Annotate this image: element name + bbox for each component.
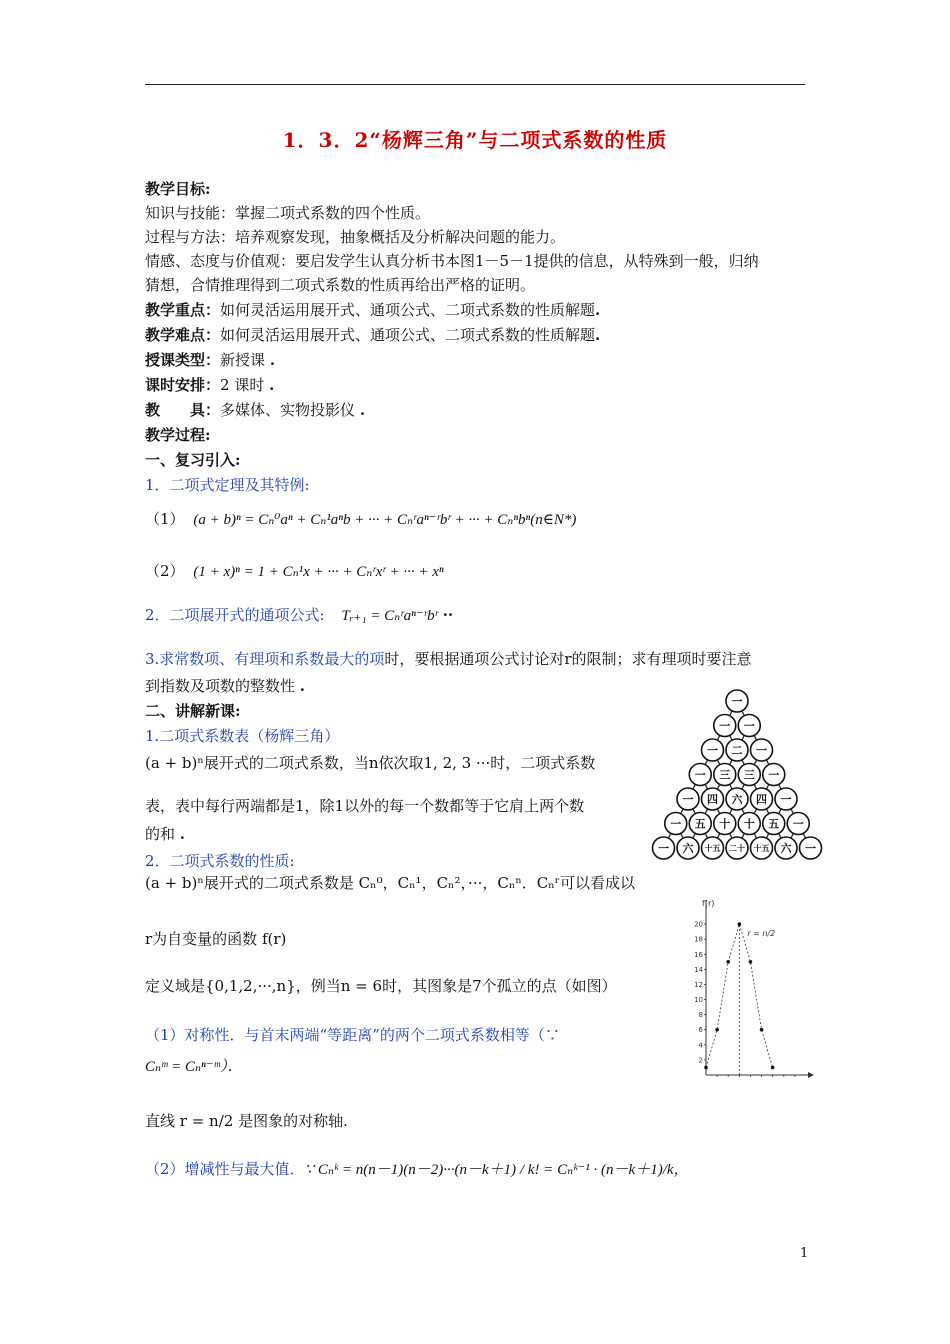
data-point [749,960,753,964]
page-title: 1．3．2“杨辉三角”与二项式系数的性质 [282,128,668,152]
triangle-node-label: 一 [670,817,682,831]
triangle-node-label: 一 [707,743,718,757]
triangle-node-label: 一 [756,743,767,757]
triangle-node-label: 五 [768,817,780,831]
triangle-node-label: 四 [707,792,718,806]
keypoint-label: 教学重点： [145,301,221,319]
formula-1-line [145,508,576,531]
triangle-node-label: 一 [731,694,743,708]
schedule-label: 课时安排： [145,376,221,394]
review-item-3-rest: 时，要根据通项公式讨论对r的限制；求有理项时要注意 [384,650,752,668]
schedule-text: 2 课时 [220,376,265,394]
review-item-3 [145,648,752,670]
monotonic-formula: ∵ Cₙᵏ = n(n－1)(n－2)···(n－k＋1) / k! = Cₙᵏ⁻¹ · (n－k＋1)/k， [304,1162,689,1178]
triangle-node-label: 一 [694,768,706,782]
data-point [715,1028,719,1032]
triangle-node-label: 五 [694,817,706,831]
formula-2-label: （2） [145,562,185,580]
general-term-formula: Tᵣ₊₁ = Cₙʳaⁿ⁻ʳbʳ [341,608,438,624]
property-monotonic-line [145,1158,689,1181]
triangle-node-label: 一 [682,792,694,806]
data-point [738,922,742,926]
triangle-node-label: 二十 [729,843,745,853]
property-symmetry: （1）对称性．与首末两端“等距离”的两个二项式系数相等（∵ [145,1026,560,1044]
review-item-2: 2．二项展开式的通项公式: [145,606,325,624]
symmetry-formula: Cₙᵐ = Cₙⁿ⁻ᵐ）． [145,1059,243,1075]
review-item-3-blue: 3.求常数项、有理项和系数最大的项 [145,650,385,668]
triangle-node-label: 一 [658,841,669,855]
y-axis-label: f(r) [702,899,715,908]
process-heading: 教学过程: [145,426,211,444]
keypoint-text: 如何灵活运用展开式、通项公式、二项式系数的性质解题 [220,301,596,319]
triangle-node-label: 十 [719,817,731,831]
symmetry-axis-text: 直线 r = n/2 是图象的对称轴. [145,1112,348,1130]
triangle-node-label: 十 [743,817,755,831]
y-tick-label: 14 [694,965,703,974]
triangle-node-label: 一 [805,841,816,855]
triangle-node-label: 一 [780,792,792,806]
difficulty-text: 如何灵活运用展开式、通项公式、二项式系数的性质解题 [220,326,596,344]
triangle-para-3: 的和 . [145,825,186,843]
data-point [771,1066,775,1070]
difficulty-label: 教学难点： [145,326,221,344]
triangle-node-label: 一 [768,768,780,782]
triangle-node-label: 一 [792,817,804,831]
tools-line: 教 具：多媒体、实物投影仪 . [145,401,366,419]
review-item-1: 1．二项式定理及其特例: [145,476,310,494]
formula-2-line [145,560,444,583]
page-number: 1 [800,1246,809,1261]
triangle-para-2: 表，表中每行两端都是1，除1以外的每一个数都等于它肩上两个数 [145,797,585,815]
topic-1-title: 1.二项式系数表（杨辉三角） [145,727,340,745]
yanghui-triangle-figure [648,688,826,872]
lesson-type-text: 新授课 [220,351,266,369]
y-tick-label: 4 [698,1041,703,1050]
triangle-node-label: 二 [731,743,743,757]
binomial-special-formula: (1 + x)ⁿ = 1 + Cₙ¹x + ··· + Cₙʳxʳ + ··· + xⁿ [193,564,444,580]
topic-2-title: 2．二项式系数的性质: [145,852,295,870]
coeff-para-3: 定义域是{0,1,2,···,n}，例当n = 6时，其图象是7个孤立的点（如图） [145,977,617,995]
y-tick-label: 10 [694,996,703,1005]
goal-process: 过程与方法：培养观察发现，抽象概括及分析解决问题的能力。 [145,228,566,246]
y-tick-label: 2 [698,1056,703,1065]
goal-knowledge: 知识与技能：掌握二项式系数的四个性质。 [145,204,431,222]
x-axis-arrow [808,1072,814,1078]
header-rule [145,84,805,85]
data-point [760,1028,764,1032]
triangle-node-label: 四 [756,792,767,806]
difficulty-line: 教学难点：如何灵活运用展开式、通项公式、二项式系数的性质解题. [145,326,601,344]
binomial-theorem-formula: (a + b)ⁿ = Cₙ⁰aⁿ + Cₙ¹aⁿb + ··· + Cₙʳaⁿ⁻ʳbʳ + ··· + Cₙⁿbⁿ(n∈N*) [193,512,577,528]
triangle-node-label: 六 [780,841,792,855]
triangle-node-label: 六 [731,792,743,806]
binomial-coefficient-plot [690,892,815,1084]
schedule-line: 课时安排：2 课时 . [145,376,275,394]
tools-label: 教 具： [145,401,221,419]
keypoint-line: 教学重点：如何灵活运用展开式、通项公式、二项式系数的性质解题. [145,301,601,319]
formula-1-label: （1） [145,510,185,528]
y-tick-label: 12 [694,980,703,989]
data-point [704,1066,708,1070]
lesson-type-line: 授课类型：新授课 . [145,351,276,369]
y-tick-label: 20 [694,920,703,929]
coeff-para-2: r为自变量的函数 f(r) [145,930,287,948]
coeff-para-1: (a + b)ⁿ展开式的二项式系数是 Cₙ⁰，Cₙ¹，Cₙ²，···，Cₙⁿ．Cₙʳ可以看成以 [145,874,635,892]
triangle-node-label: 六 [682,841,694,855]
triangle-node-label: 十五 [753,843,770,853]
y-tick-label: 18 [694,935,703,944]
goal-emotion-1: 情感、态度与价值观：要启发学生认真分析书本图1－5－1提供的信息，从特殊到一般，归纳 [145,252,759,270]
lesson-type-label: 授课类型： [145,351,221,369]
triangle-node-label: 十五 [704,843,721,853]
triangle-para-1: (a + b)ⁿ展开式的二项式系数，当n依次取1, 2, 3 ···时，二项式系数 [145,754,596,772]
tools-text: 多媒体、实物投影仪 [220,401,356,419]
general-term-line: 2．二项展开式的通项公式: Tᵣ₊₁ = Cₙʳaⁿ⁻ʳbʳ ·· [145,606,454,624]
section2-heading: 二、讲解新课: [145,702,241,720]
data-point [726,960,730,964]
section1-heading: 一、复习引入: [145,451,241,469]
triangle-node-label: 一 [719,719,731,733]
symmetry-annotation: r = n/2 [747,929,776,938]
goals-heading: 教学目标: [145,180,211,198]
goal-emotion-2: 猜想，合情推理得到二项式系数的性质再给出严格的证明。 [145,276,536,294]
triangle-node-label: 三 [719,768,731,782]
triangle-node-label: 一 [743,719,755,733]
y-tick-label: 16 [694,950,703,959]
review-item-3-line2: 到指数及项数的整数性 . [145,677,306,695]
property-monotonic: （2）增减性与最大值． [145,1160,305,1178]
triangle-node-label: 三 [743,768,755,782]
y-tick-label: 6 [698,1026,703,1035]
y-tick-label: 8 [698,1011,703,1020]
